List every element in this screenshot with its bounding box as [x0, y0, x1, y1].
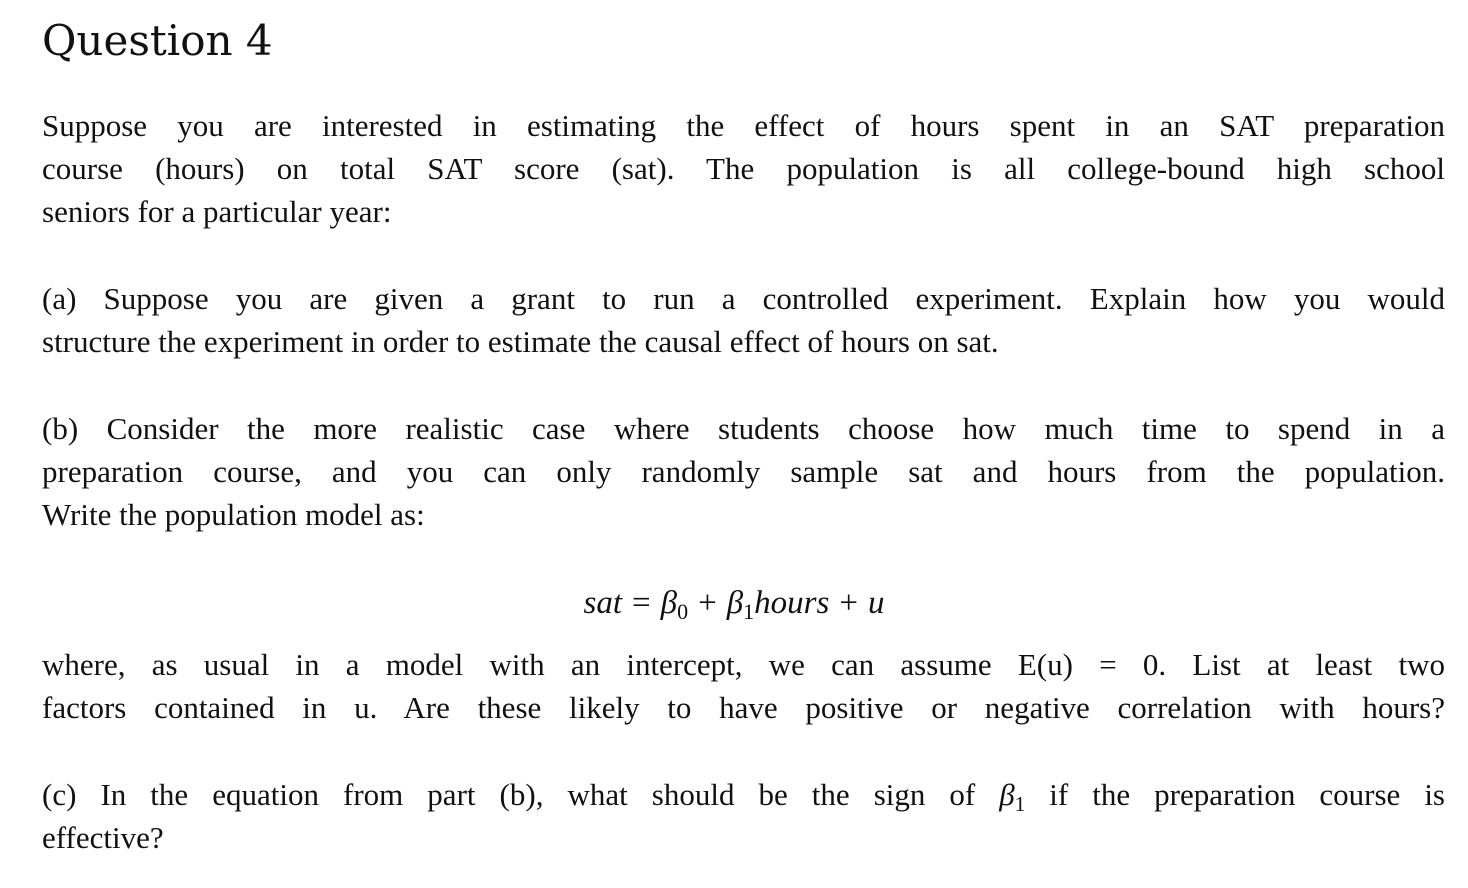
part-c-text-after: if the preparation course is — [1025, 777, 1445, 812]
equation-plus-2: + — [839, 585, 858, 621]
equation-hours-term: hours — [754, 585, 830, 621]
part-c-paragraph — [42, 773, 1445, 859]
part-c-text-before: (c) In the equation from part (b), what should be the sign of — [42, 777, 1000, 812]
equation-equals: = — [632, 585, 651, 621]
equation-beta0: β — [660, 585, 678, 621]
part-c-line-1 — [42, 773, 1445, 816]
part-b-followup-paragraph — [42, 643, 1445, 729]
part-a-line-1: (a) Suppose you are given a grant to run a controlled experiment. Explain how you would — [42, 281, 1445, 316]
intro-line-3: seniors for a particular year: — [42, 194, 392, 229]
equation-beta0-subscript: 0 — [677, 599, 689, 624]
part-c-line-2: effective? — [42, 820, 164, 855]
part-b-paragraph — [42, 407, 1445, 536]
part-c-beta: β — [999, 777, 1015, 812]
part-b-line-2: preparation course, and you can only randomly sample sat and hours from the population. — [42, 454, 1445, 489]
part-b-line-1: (b) Consider the more realistic case where students choose how much time to spend in a — [42, 411, 1445, 446]
equation-beta1: β — [726, 585, 744, 621]
part-b-line-3: Write the population model as: — [42, 497, 425, 532]
part-b-followup-line-1: where, as usual in a model with an intercept, we can assume E(u) = 0. List at least two — [42, 647, 1445, 682]
part-a-line-2: structure the experiment in order to estimate the causal effect of hours on sat. — [42, 324, 999, 359]
equation-plus-1: + — [698, 585, 717, 621]
equation-lhs: sat — [583, 585, 623, 621]
intro-line-1: Suppose you are interested in estimating the effect of hours spent in an SAT preparation — [42, 108, 1445, 143]
equation-error-term: u — [867, 585, 885, 621]
part-c-beta-subscript: 1 — [1014, 792, 1026, 816]
part-b-followup-line-2: factors contained in u. Are these likely to have positive or negative correlation with hours? — [42, 690, 1445, 725]
equation-beta1-subscript: 1 — [743, 599, 755, 624]
population-model-equation — [0, 582, 1468, 625]
question-title: Question 4 — [42, 16, 273, 65]
intro-paragraph — [42, 104, 1445, 233]
part-a-paragraph — [42, 277, 1445, 363]
intro-line-2: course (hours) on total SAT score (sat). The population is all college-bound high school — [42, 151, 1445, 186]
